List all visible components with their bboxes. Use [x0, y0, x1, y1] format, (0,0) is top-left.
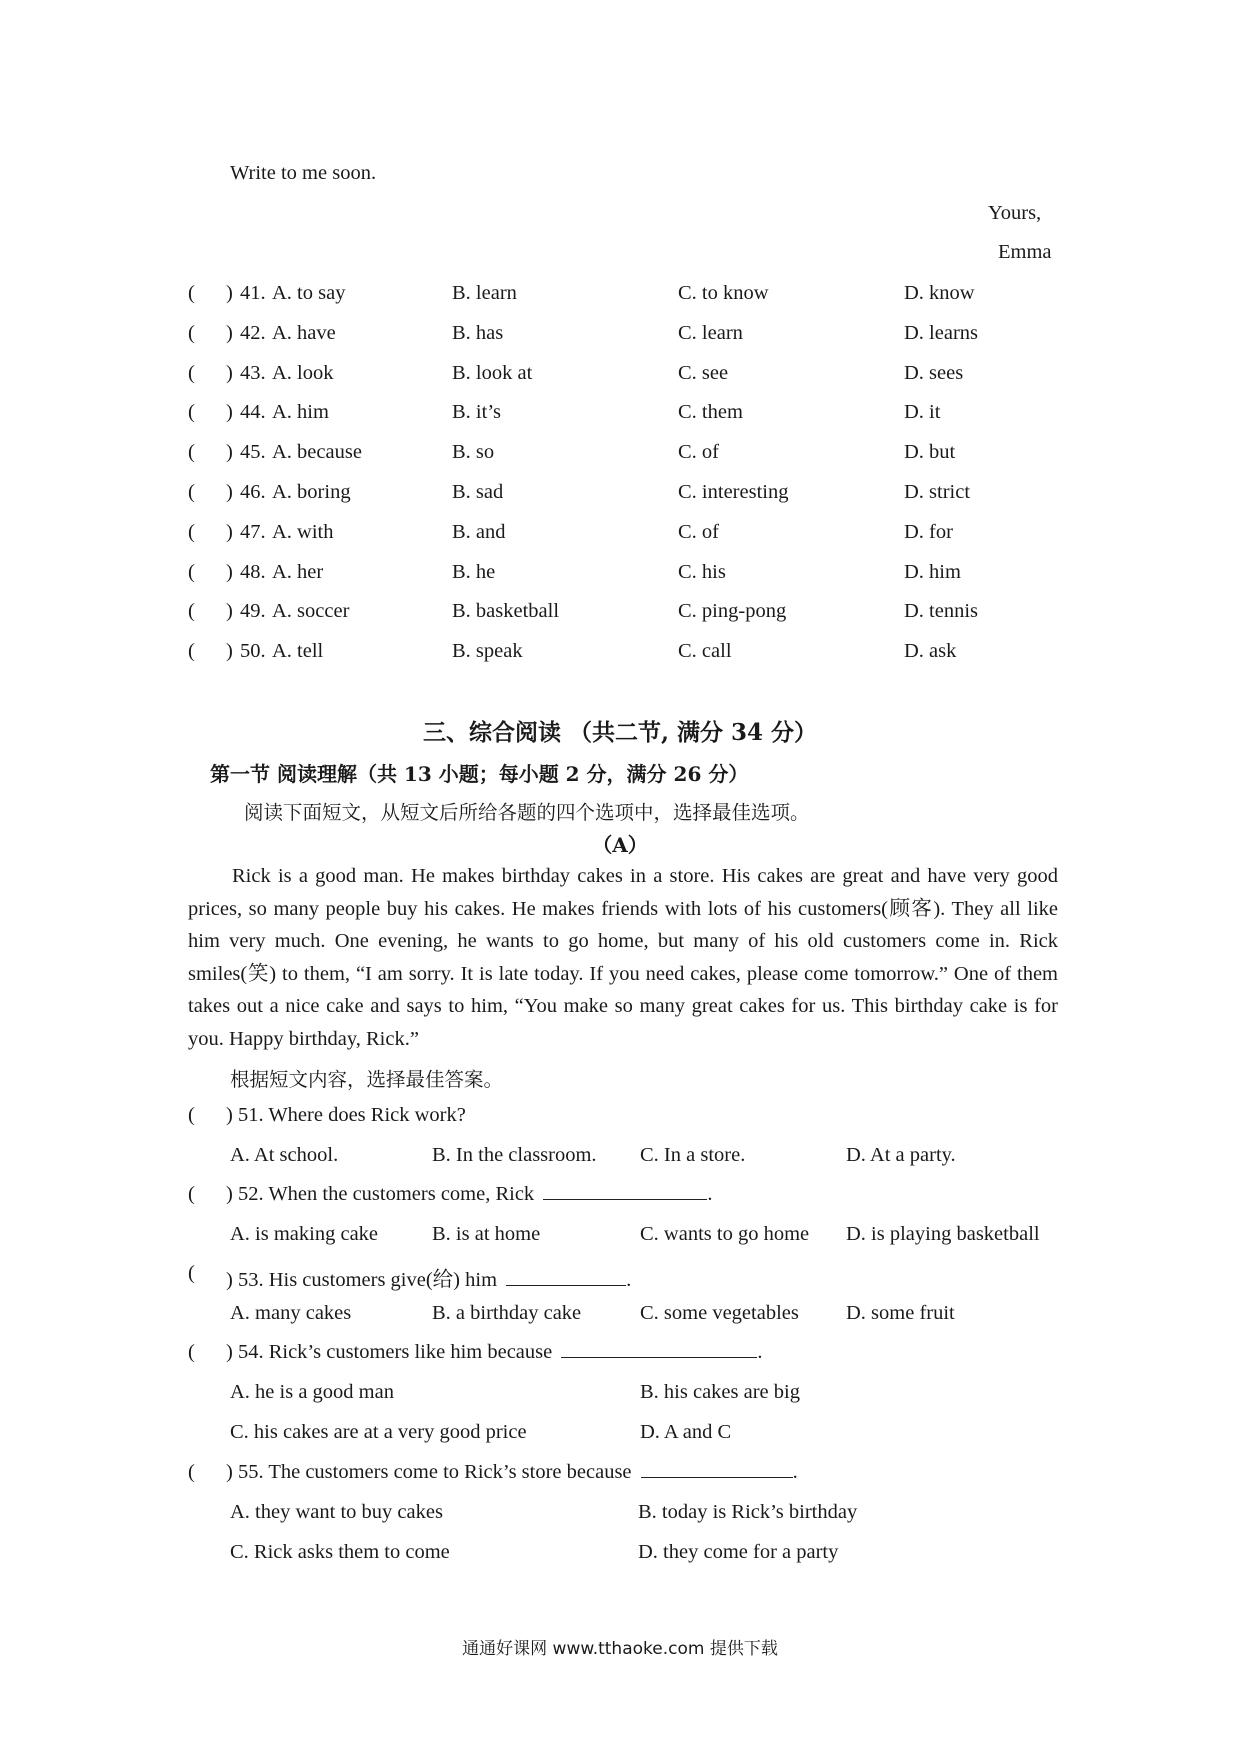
letter-signoff: Yours,: [988, 202, 1042, 224]
answer-blank: [641, 1476, 793, 1478]
answer-paren-open: (: [188, 322, 195, 344]
option-a: A. him: [272, 401, 329, 423]
option-a: A. boring: [272, 481, 351, 503]
option-a: A. her: [272, 561, 324, 583]
option-b: B. has: [452, 322, 504, 344]
option-b: B. and: [452, 521, 506, 543]
cloze-row: [0, 282, 1240, 312]
cloze-row: [0, 640, 1240, 670]
option-b: B. so: [452, 441, 495, 463]
cloze-row: [0, 322, 1240, 352]
option-b: B. learn: [452, 282, 517, 304]
answer-paren-open: (: [188, 1262, 195, 1284]
question-stem: ) 54. Rick’s customers like him because .: [226, 1341, 763, 1363]
option-a: A. is making cake: [230, 1223, 379, 1245]
option-c: C. call: [678, 640, 732, 662]
option-b: B. his cakes are big: [640, 1381, 800, 1403]
answer-paren-close: ): [226, 521, 233, 543]
question-number: 42.: [240, 322, 266, 344]
option-c: C. Rick asks them to come: [230, 1541, 450, 1563]
option-d: D. they come for a party: [638, 1541, 839, 1563]
option-c: C. to know: [678, 282, 769, 304]
option-d: D. A and C: [640, 1421, 732, 1443]
option-d: D. ask: [904, 640, 957, 662]
answer-paren-open: (: [188, 401, 195, 423]
cloze-row: [0, 401, 1240, 431]
question-number: 41.: [240, 282, 266, 304]
option-c: C. of: [678, 441, 719, 463]
question-number: 44.: [240, 401, 266, 423]
reading-instruction: 阅读下面短文，从短文后所给各题的四个选项中，选择最佳选项。: [244, 801, 810, 824]
option-c: C. ping-pong: [678, 600, 787, 622]
option-c: C. some vegetables: [640, 1302, 799, 1324]
option-a: A. he is a good man: [230, 1381, 394, 1403]
question-stem-text: ) 54. Rick’s customers like him because: [226, 1341, 553, 1363]
option-d: D. is playing basketball: [846, 1223, 1040, 1245]
answer-paren-close: ): [226, 561, 233, 583]
question-stem: ) 51. Where does Rick work?: [226, 1104, 466, 1126]
option-a: A. to say: [272, 282, 346, 304]
option-b: B. basketball: [452, 600, 560, 622]
answer-paren-close: ): [226, 640, 233, 662]
option-a: A. soccer: [272, 600, 350, 622]
question-stem-text: ) 55. The customers come to Rick’s store because: [226, 1461, 632, 1483]
option-b: B. In the classroom.: [432, 1144, 597, 1166]
answer-paren-open: (: [188, 362, 195, 384]
option-a: A. At school.: [230, 1144, 339, 1166]
letter-signature: Emma: [998, 241, 1052, 263]
question-number: 45.: [240, 441, 266, 463]
option-d: D. sees: [904, 362, 964, 384]
answer-blank: [506, 1284, 626, 1286]
option-a: A. look: [272, 362, 334, 384]
answer-paren-open: (: [188, 1104, 195, 1126]
answer-instruction: 根据短文内容，选择最佳答案。: [230, 1068, 504, 1091]
option-d: D. strict: [904, 481, 971, 503]
option-b: B. speak: [452, 640, 523, 662]
answer-paren-open: (: [188, 441, 195, 463]
answer-paren-close: ): [226, 441, 233, 463]
option-c: C. In a store.: [640, 1144, 746, 1166]
question-number: 47.: [240, 521, 266, 543]
answer-paren-open: (: [188, 282, 195, 304]
cloze-row: [0, 561, 1240, 591]
answer-paren-open: (: [188, 1341, 195, 1363]
answer-paren-open: (: [188, 640, 195, 662]
passage-label: （A）: [592, 833, 648, 857]
option-a: A. tell: [272, 640, 324, 662]
question-number: 49.: [240, 600, 266, 622]
cloze-row: [0, 481, 1240, 511]
option-c: C. his cakes are at a very good price: [230, 1421, 527, 1443]
passage-a: Rick is a good man. He makes birthday cakes in a store. His cakes are great and have very good prices, so many people buy his cakes. He makes friends with lots of his customers(顾客). They all like him very much. One evening, he wants to go home, but many of his old customers come in. Rick smiles(笑) to them, “I am sorry. It is late today. If you need cakes, please come tomorrow.” One of them takes out a nice cake and says to him, “You make so many great cakes for us. This birthday cake is for you. Happy birthday, Rick.”: [188, 865, 1058, 1050]
option-d: D. At a party.: [846, 1144, 956, 1166]
option-c: C. wants to go home: [640, 1223, 810, 1245]
option-c: C. learn: [678, 322, 743, 344]
option-b: B. he: [452, 561, 496, 583]
answer-paren-close: ): [226, 481, 233, 503]
option-c: C. interesting: [678, 481, 789, 503]
cloze-row: [0, 362, 1240, 392]
option-a: A. many cakes: [230, 1302, 352, 1324]
option-d: D. it: [904, 401, 941, 423]
option-d: D. some fruit: [846, 1302, 955, 1324]
letter-closing-line: Write to me soon.: [230, 162, 377, 184]
option-b: B. it’s: [452, 401, 501, 423]
answer-paren-close: ): [226, 282, 233, 304]
answer-paren-close: ): [226, 600, 233, 622]
option-d: D. learns: [904, 322, 979, 344]
answer-paren-open: (: [188, 1183, 195, 1205]
option-b: B. today is Rick’s birthday: [638, 1501, 858, 1523]
option-c: C. of: [678, 521, 719, 543]
option-b: B. is at home: [432, 1223, 541, 1245]
cloze-row: [0, 600, 1240, 630]
cloze-row: [0, 521, 1240, 551]
question-stem-text: ) 52. When the customers come, Rick: [226, 1183, 535, 1205]
answer-paren-open: (: [188, 521, 195, 543]
option-b: B. a birthday cake: [432, 1302, 582, 1324]
question-stem-text: ) 53. His customers give(给) him: [226, 1269, 498, 1291]
answer-paren-close: ): [226, 322, 233, 344]
question-stem: ) 53. His customers give(给) him .: [226, 1269, 632, 1291]
answer-paren-open: (: [188, 481, 195, 503]
section-title: 三、综合阅读 （共二节, 满分 34 分）: [422, 719, 818, 746]
option-a: A. because: [272, 441, 362, 463]
answer-paren-open: (: [188, 600, 195, 622]
answer-blank: [543, 1198, 707, 1200]
option-c: C. them: [678, 401, 743, 423]
question-stem: ) 55. The customers come to Rick’s store because .: [226, 1461, 798, 1483]
question-number: 48.: [240, 561, 266, 583]
answer-paren-close: ): [226, 401, 233, 423]
option-d: D. tennis: [904, 600, 979, 622]
answer-paren-open: (: [188, 561, 195, 583]
answer-paren-close: ): [226, 362, 233, 384]
option-d: D. him: [904, 561, 961, 583]
question-stem: ) 52. When the customers come, Rick .: [226, 1183, 713, 1205]
option-c: C. see: [678, 362, 729, 384]
option-d: D. but: [904, 441, 956, 463]
answer-paren-open: (: [188, 1461, 195, 1483]
option-a: A. have: [272, 322, 336, 344]
question-number: 43.: [240, 362, 266, 384]
cloze-row: [0, 441, 1240, 471]
option-d: D. know: [904, 282, 975, 304]
question-number: 50.: [240, 640, 266, 662]
option-b: B. sad: [452, 481, 504, 503]
option-a: A. they want to buy cakes: [230, 1501, 443, 1523]
answer-blank: [561, 1356, 757, 1358]
option-d: D. for: [904, 521, 953, 543]
page-footer: 通通好课网 www.tthaoke.com 提供下载: [462, 1639, 778, 1659]
option-a: A. with: [272, 521, 334, 543]
option-c: C. his: [678, 561, 726, 583]
question-number: 46.: [240, 481, 266, 503]
part-title: 第一节 阅读理解（共 13 小题；每小题 2 分，满分 26 分）: [210, 762, 749, 786]
option-b: B. look at: [452, 362, 533, 384]
